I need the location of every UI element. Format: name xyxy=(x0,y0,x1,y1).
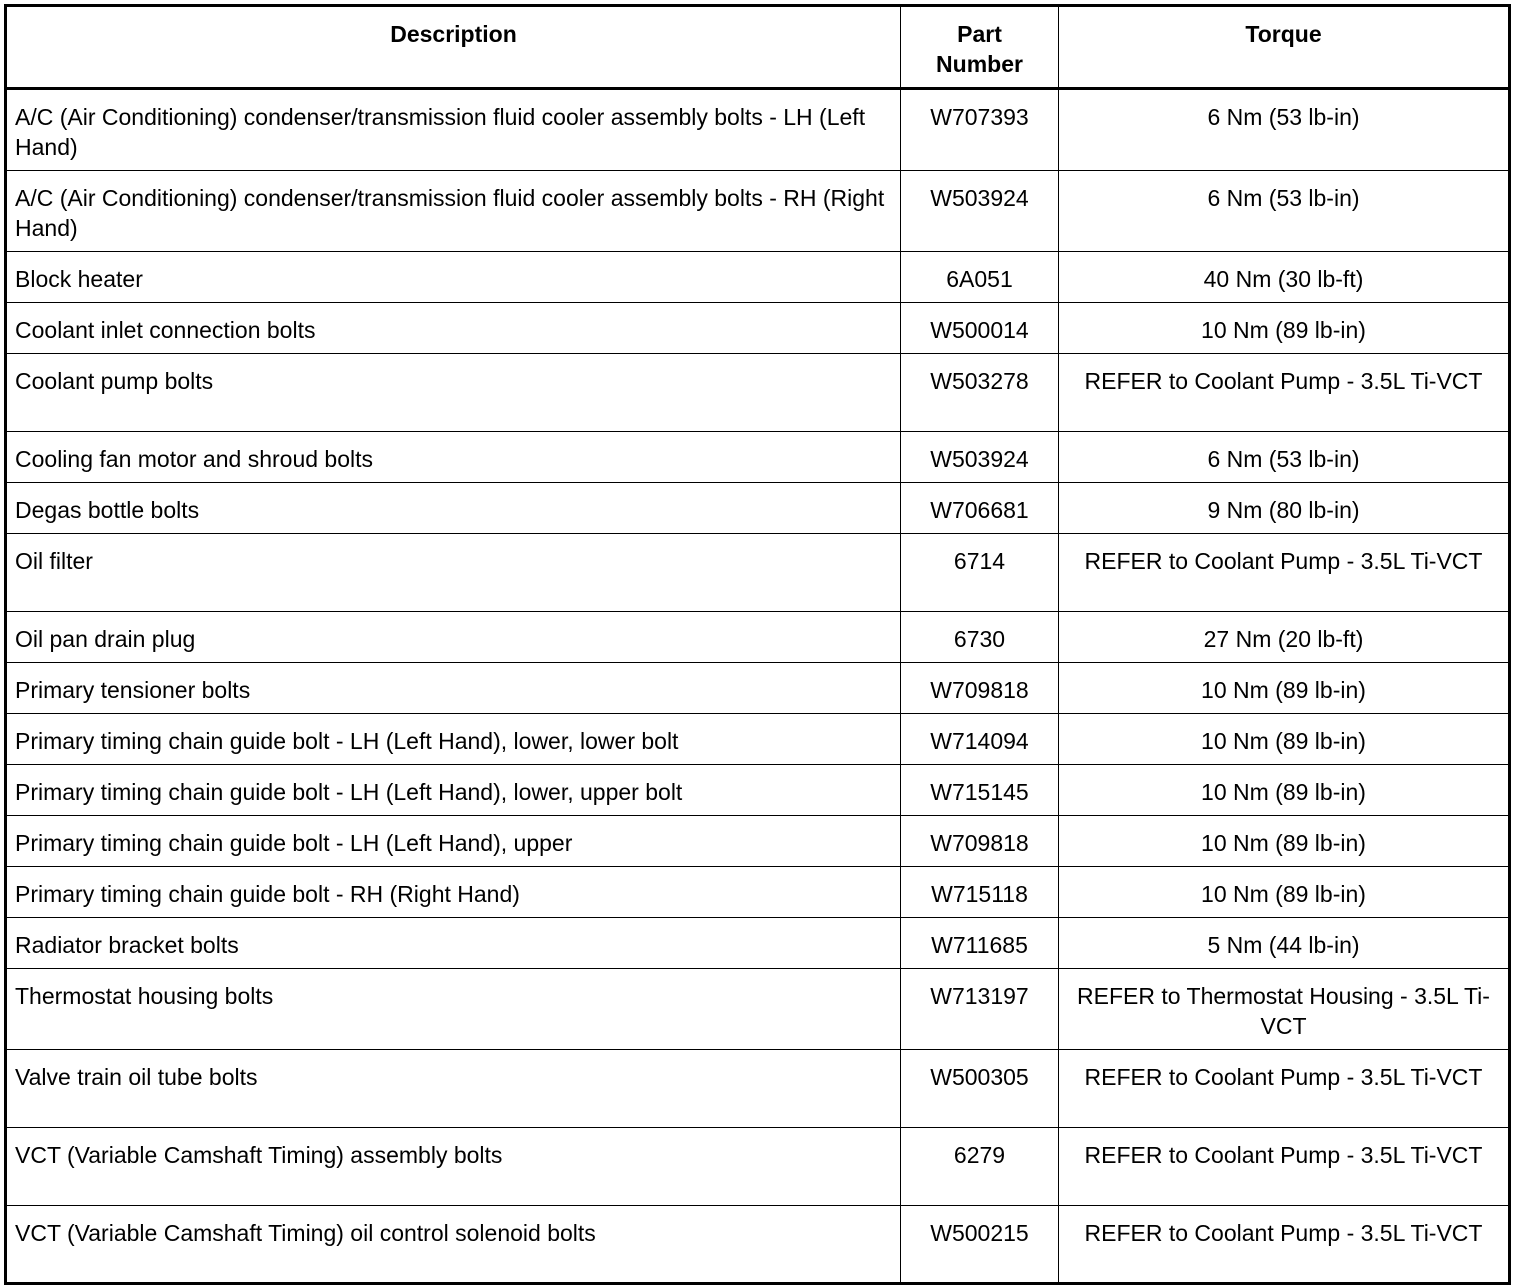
table-row xyxy=(6,612,1510,663)
header-part-number: Part Number xyxy=(901,6,1059,89)
cell-description: Valve train oil tube bolts xyxy=(6,1050,901,1128)
cell-description: Radiator bracket bolts xyxy=(6,918,901,969)
cell-part-number: W500305 xyxy=(901,1050,1059,1128)
cell-torque: REFER to Coolant Pump - 3.5L Ti-VCT xyxy=(1059,534,1510,612)
table-row xyxy=(6,354,1510,432)
cell-part-number: 6279 xyxy=(901,1128,1059,1206)
cell-torque: 10 Nm (89 lb-in) xyxy=(1059,663,1510,714)
cell-description: Thermostat housing bolts xyxy=(6,969,901,1050)
cell-part-number: W503278 xyxy=(901,354,1059,432)
torque-specifications-sheet xyxy=(4,4,1508,1285)
cell-description: Oil filter xyxy=(6,534,901,612)
cell-description: Primary timing chain guide bolt - LH (Left Hand), lower, lower bolt xyxy=(6,714,901,765)
table-row xyxy=(6,663,1510,714)
table-row xyxy=(6,432,1510,483)
cell-torque: REFER to Coolant Pump - 3.5L Ti-VCT xyxy=(1059,354,1510,432)
cell-description: Oil pan drain plug xyxy=(6,612,901,663)
cell-part-number: W713197 xyxy=(901,969,1059,1050)
table-row xyxy=(6,483,1510,534)
cell-torque: 5 Nm (44 lb-in) xyxy=(1059,918,1510,969)
cell-torque: 10 Nm (89 lb-in) xyxy=(1059,714,1510,765)
table-row xyxy=(6,534,1510,612)
table-row xyxy=(6,816,1510,867)
cell-part-number: W709818 xyxy=(901,816,1059,867)
cell-torque: 9 Nm (80 lb-in) xyxy=(1059,483,1510,534)
table-row xyxy=(6,918,1510,969)
cell-description: Block heater xyxy=(6,252,901,303)
cell-torque: 6 Nm (53 lb-in) xyxy=(1059,171,1510,252)
header-torque: Torque xyxy=(1059,6,1510,89)
cell-part-number: W500215 xyxy=(901,1206,1059,1284)
cell-torque: 10 Nm (89 lb-in) xyxy=(1059,765,1510,816)
table-row xyxy=(6,969,1510,1050)
cell-description: Coolant inlet connection bolts xyxy=(6,303,901,354)
cell-part-number: W709818 xyxy=(901,663,1059,714)
cell-part-number: W503924 xyxy=(901,171,1059,252)
cell-part-number: W714094 xyxy=(901,714,1059,765)
header-description: Description xyxy=(6,6,901,89)
cell-part-number: 6730 xyxy=(901,612,1059,663)
cell-part-number: W706681 xyxy=(901,483,1059,534)
table-body xyxy=(6,89,1510,1284)
cell-description: A/C (Air Conditioning) condenser/transmission fluid cooler assembly bolts - RH (Right Hand) xyxy=(6,171,901,252)
table-row xyxy=(6,714,1510,765)
cell-part-number: 6714 xyxy=(901,534,1059,612)
table-row xyxy=(6,1206,1510,1284)
cell-description: Primary timing chain guide bolt - LH (Left Hand), lower, upper bolt xyxy=(6,765,901,816)
cell-torque: REFER to Thermostat Housing - 3.5L Ti-VCT xyxy=(1059,969,1510,1050)
table-header-row xyxy=(6,6,1510,89)
table-row xyxy=(6,1050,1510,1128)
cell-description: VCT (Variable Camshaft Timing) assembly bolts xyxy=(6,1128,901,1206)
table-row xyxy=(6,171,1510,252)
cell-description: Degas bottle bolts xyxy=(6,483,901,534)
table-row xyxy=(6,867,1510,918)
cell-torque: REFER to Coolant Pump - 3.5L Ti-VCT xyxy=(1059,1206,1510,1284)
cell-torque: 10 Nm (89 lb-in) xyxy=(1059,816,1510,867)
cell-description: Primary tensioner bolts xyxy=(6,663,901,714)
cell-description: Primary timing chain guide bolt - RH (Right Hand) xyxy=(6,867,901,918)
cell-description: Cooling fan motor and shroud bolts xyxy=(6,432,901,483)
table-row xyxy=(6,1128,1510,1206)
table-row xyxy=(6,303,1510,354)
table-row xyxy=(6,765,1510,816)
cell-description: Primary timing chain guide bolt - LH (Left Hand), upper xyxy=(6,816,901,867)
cell-torque: REFER to Coolant Pump - 3.5L Ti-VCT xyxy=(1059,1128,1510,1206)
cell-description: A/C (Air Conditioning) condenser/transmission fluid cooler assembly bolts - LH (Left Hand) xyxy=(6,89,901,171)
cell-torque: 10 Nm (89 lb-in) xyxy=(1059,303,1510,354)
cell-torque: 6 Nm (53 lb-in) xyxy=(1059,89,1510,171)
cell-torque: 6 Nm (53 lb-in) xyxy=(1059,432,1510,483)
cell-part-number: W707393 xyxy=(901,89,1059,171)
torque-specifications-table xyxy=(4,4,1511,1285)
cell-torque: 10 Nm (89 lb-in) xyxy=(1059,867,1510,918)
table-row xyxy=(6,252,1510,303)
cell-part-number: 6A051 xyxy=(901,252,1059,303)
cell-part-number: W715145 xyxy=(901,765,1059,816)
cell-part-number: W503924 xyxy=(901,432,1059,483)
cell-description: VCT (Variable Camshaft Timing) oil control solenoid bolts xyxy=(6,1206,901,1284)
cell-torque: REFER to Coolant Pump - 3.5L Ti-VCT xyxy=(1059,1050,1510,1128)
cell-torque: 27 Nm (20 lb-ft) xyxy=(1059,612,1510,663)
table-row xyxy=(6,89,1510,171)
cell-torque: 40 Nm (30 lb-ft) xyxy=(1059,252,1510,303)
cell-description: Coolant pump bolts xyxy=(6,354,901,432)
cell-part-number: W500014 xyxy=(901,303,1059,354)
cell-part-number: W715118 xyxy=(901,867,1059,918)
cell-part-number: W711685 xyxy=(901,918,1059,969)
